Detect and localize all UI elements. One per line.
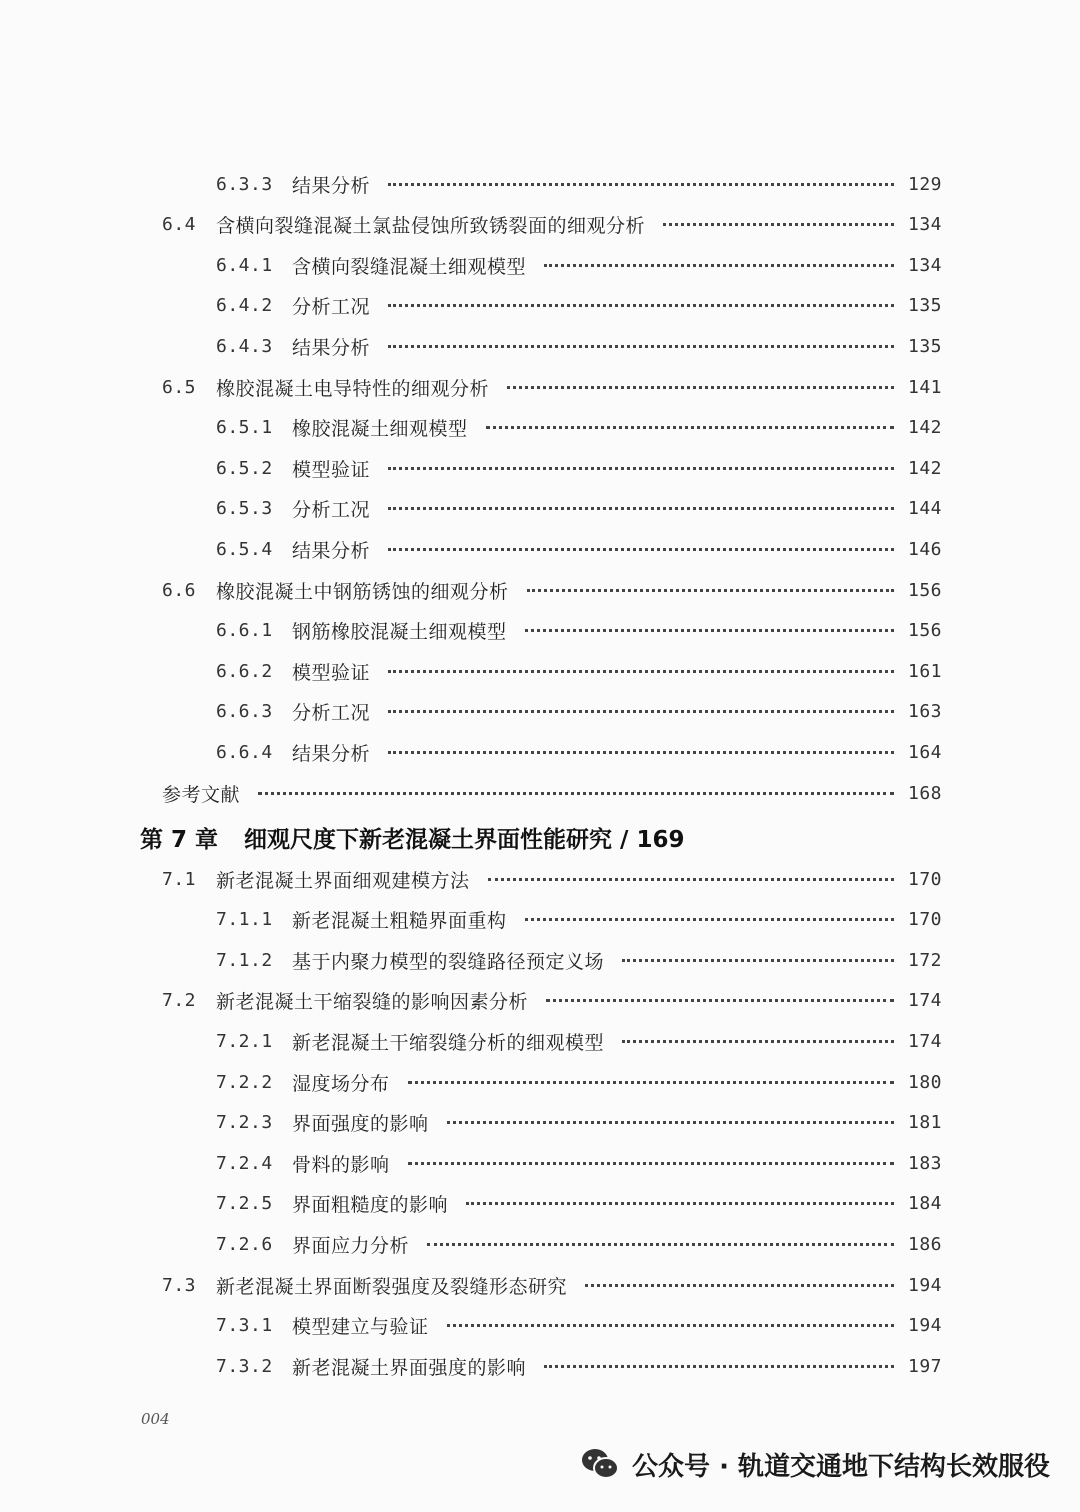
toc-number: 6.5.2	[216, 457, 273, 479]
toc-title: 橡胶混凝土电导特性的细观分析	[216, 377, 490, 400]
toc-row	[162, 778, 942, 808]
toc-title: 界面粗糙度的影响	[292, 1194, 449, 1217]
toc-number: 7.1.2	[216, 949, 273, 971]
toc-title: 分析工况	[292, 499, 371, 522]
toc-title: 湿度场分布	[292, 1072, 390, 1095]
toc-row	[216, 656, 942, 686]
toc-title: 结果分析	[292, 174, 371, 197]
toc-row	[216, 1351, 942, 1381]
toc-number: 6.6.3	[216, 701, 273, 723]
toc-page-number: 161	[907, 660, 942, 682]
toc-row	[216, 697, 942, 727]
toc-title: 基于内聚力模型的裂缝路径预定义场	[292, 950, 605, 973]
toc-title: 模型验证	[292, 458, 371, 481]
toc-page-number: 174	[907, 990, 942, 1012]
toc-page-number: 172	[907, 949, 942, 971]
toc-title: 结果分析	[292, 742, 371, 765]
toc-row	[162, 986, 942, 1016]
toc-page-number: 194	[907, 1274, 942, 1296]
dot-leader	[544, 264, 894, 267]
dot-leader	[388, 304, 894, 307]
dot-leader	[527, 589, 894, 592]
toc-title: 橡胶混凝土中钢筋锈蚀的细观分析	[216, 580, 509, 603]
toc-row	[216, 1067, 942, 1097]
chapter-label: 第 7 章	[140, 826, 219, 853]
toc-number: 6.5.4	[216, 538, 273, 560]
toc-title: 模型建立与验证	[292, 1316, 429, 1339]
toc-title: 新老混凝土干缩裂缝的影响因素分析	[216, 991, 529, 1014]
toc-number: 6.4	[162, 214, 197, 236]
toc-number: 6.6.4	[216, 741, 273, 763]
dot-leader	[525, 918, 894, 921]
toc-row	[216, 291, 942, 321]
dot-leader	[388, 710, 894, 713]
chapter-title: 细观尺度下新老混凝土界面性能研究 / 169	[244, 826, 685, 853]
toc-page-number: 170	[907, 909, 942, 931]
toc-number: 7.2.3	[216, 1112, 273, 1134]
dot-leader	[585, 1284, 894, 1287]
toc-page-number: 168	[907, 782, 942, 804]
toc-number: 7.3.2	[216, 1355, 273, 1377]
dot-leader	[447, 1121, 894, 1124]
toc-row	[162, 575, 942, 605]
toc-row	[216, 453, 942, 483]
toc-page-number: 135	[907, 335, 942, 357]
toc-title: 模型验证	[292, 661, 371, 684]
toc-number: 7.2	[162, 990, 197, 1012]
toc-page-number: 142	[907, 417, 942, 439]
toc-row	[162, 1270, 942, 1300]
toc-row	[216, 1148, 942, 1178]
watermark	[580, 1444, 1050, 1484]
dot-leader	[388, 670, 894, 673]
toc-row	[216, 1229, 942, 1259]
dot-leader	[546, 999, 894, 1002]
dot-leader	[622, 1040, 894, 1043]
toc-page-number: 129	[907, 173, 942, 195]
toc-row	[216, 1026, 942, 1056]
toc-row	[216, 1108, 942, 1138]
toc-page-number: 156	[907, 579, 942, 601]
toc-row	[216, 1311, 942, 1341]
dot-leader	[622, 959, 894, 962]
toc-row	[216, 169, 942, 199]
toc-number: 6.4.1	[216, 254, 273, 276]
toc-page-number: 197	[907, 1355, 942, 1377]
toc-row	[216, 413, 942, 443]
toc-title: 结果分析	[292, 539, 371, 562]
toc-page-number: 134	[907, 254, 942, 276]
toc-title: 含横向裂缝混凝土细观模型	[292, 255, 527, 278]
toc-number: 6.3.3	[216, 173, 273, 195]
toc-row	[216, 250, 942, 280]
toc-title: 骨料的影响	[292, 1153, 390, 1176]
toc-page-number: 180	[907, 1071, 942, 1093]
toc-page-number: 135	[907, 295, 942, 317]
toc-number: 6.4.3	[216, 335, 273, 357]
toc-title: 界面强度的影响	[292, 1113, 429, 1136]
dot-leader	[388, 548, 894, 551]
toc-page-number: 163	[907, 701, 942, 723]
toc-number: 7.2.6	[216, 1233, 273, 1255]
toc-title: 新老混凝土粗糙界面重构	[292, 910, 507, 933]
toc-page-number: 144	[907, 498, 942, 520]
toc-number: 7.2.1	[216, 1030, 273, 1052]
toc-row	[216, 331, 942, 361]
toc-page-number: 184	[907, 1193, 942, 1215]
toc-page-number: 183	[907, 1152, 942, 1174]
dot-leader	[466, 1202, 894, 1205]
chapter-heading	[140, 820, 684, 854]
dot-leader	[525, 629, 894, 632]
toc-row	[162, 372, 942, 402]
dot-leader	[486, 426, 894, 429]
toc-title: 分析工况	[292, 702, 371, 725]
toc-title: 分析工况	[292, 296, 371, 319]
toc-number: 6.5.3	[216, 498, 273, 520]
wechat-icon	[580, 1447, 620, 1481]
dot-leader	[388, 751, 894, 754]
toc-number: 7.2.5	[216, 1193, 273, 1215]
toc-number: 6.4.2	[216, 295, 273, 317]
toc-page-number: 170	[907, 868, 942, 890]
toc-page-number: 146	[907, 538, 942, 560]
dot-leader	[488, 878, 894, 881]
toc-page-number: 174	[907, 1030, 942, 1052]
toc-number: 7.3	[162, 1274, 197, 1296]
toc-number: 7.2.2	[216, 1071, 273, 1093]
toc-title: 新老混凝土界面断裂强度及裂缝形态研究	[216, 1275, 568, 1298]
dot-leader	[388, 507, 894, 510]
toc-page-number: 134	[907, 214, 942, 236]
dot-leader	[388, 467, 894, 470]
dot-leader	[427, 1243, 894, 1246]
toc-title: 结果分析	[292, 336, 371, 359]
toc-row	[216, 534, 942, 564]
dot-leader	[258, 792, 894, 795]
toc-page-number: 194	[907, 1315, 942, 1337]
toc-title: 界面应力分析	[292, 1234, 410, 1257]
toc-row	[162, 210, 942, 240]
dot-leader	[544, 1365, 894, 1368]
toc-row	[216, 945, 942, 975]
toc-page-number: 141	[907, 376, 942, 398]
toc-row	[216, 1189, 942, 1219]
toc-number: 7.1.1	[216, 909, 273, 931]
toc-title: 橡胶混凝土细观模型	[292, 418, 468, 441]
toc-page-number: 156	[907, 620, 942, 642]
toc-number: 7.2.4	[216, 1152, 273, 1174]
toc-page-number: 142	[907, 457, 942, 479]
toc-row	[216, 494, 942, 524]
toc-title: 参考文献	[162, 783, 241, 806]
dot-leader	[408, 1081, 894, 1084]
toc-title: 含横向裂缝混凝土氯盐侵蚀所致锈裂面的细观分析	[216, 215, 646, 238]
toc-number: 6.5	[162, 376, 197, 398]
dot-leader	[388, 345, 894, 348]
toc-row	[216, 905, 942, 935]
toc-number: 6.6	[162, 579, 197, 601]
watermark-text: 公众号 · 轨道交通地下结构长效服役	[632, 1451, 1050, 1482]
dot-leader	[447, 1324, 894, 1327]
dot-leader	[663, 223, 894, 226]
toc-number: 6.5.1	[216, 417, 273, 439]
toc-number: 7.3.1	[216, 1315, 273, 1337]
toc-title: 新老混凝土干缩裂缝分析的细观模型	[292, 1031, 605, 1054]
toc-row	[216, 737, 942, 767]
toc-page-number: 164	[907, 741, 942, 763]
toc-title: 新老混凝土界面强度的影响	[292, 1356, 527, 1379]
toc-page-number: 186	[907, 1233, 942, 1255]
toc-row	[216, 616, 942, 646]
toc-number: 6.6.1	[216, 620, 273, 642]
dot-leader	[507, 386, 894, 389]
toc-number: 7.1	[162, 868, 197, 890]
toc-number: 6.6.2	[216, 660, 273, 682]
toc-title: 钢筋橡胶混凝土细观模型	[292, 621, 507, 644]
toc-row	[162, 864, 942, 894]
toc-title: 新老混凝土界面细观建模方法	[216, 869, 470, 892]
dot-leader	[408, 1162, 894, 1165]
toc-page-number: 181	[907, 1112, 942, 1134]
page-folio: 004	[141, 1410, 170, 1428]
dot-leader	[388, 183, 894, 186]
